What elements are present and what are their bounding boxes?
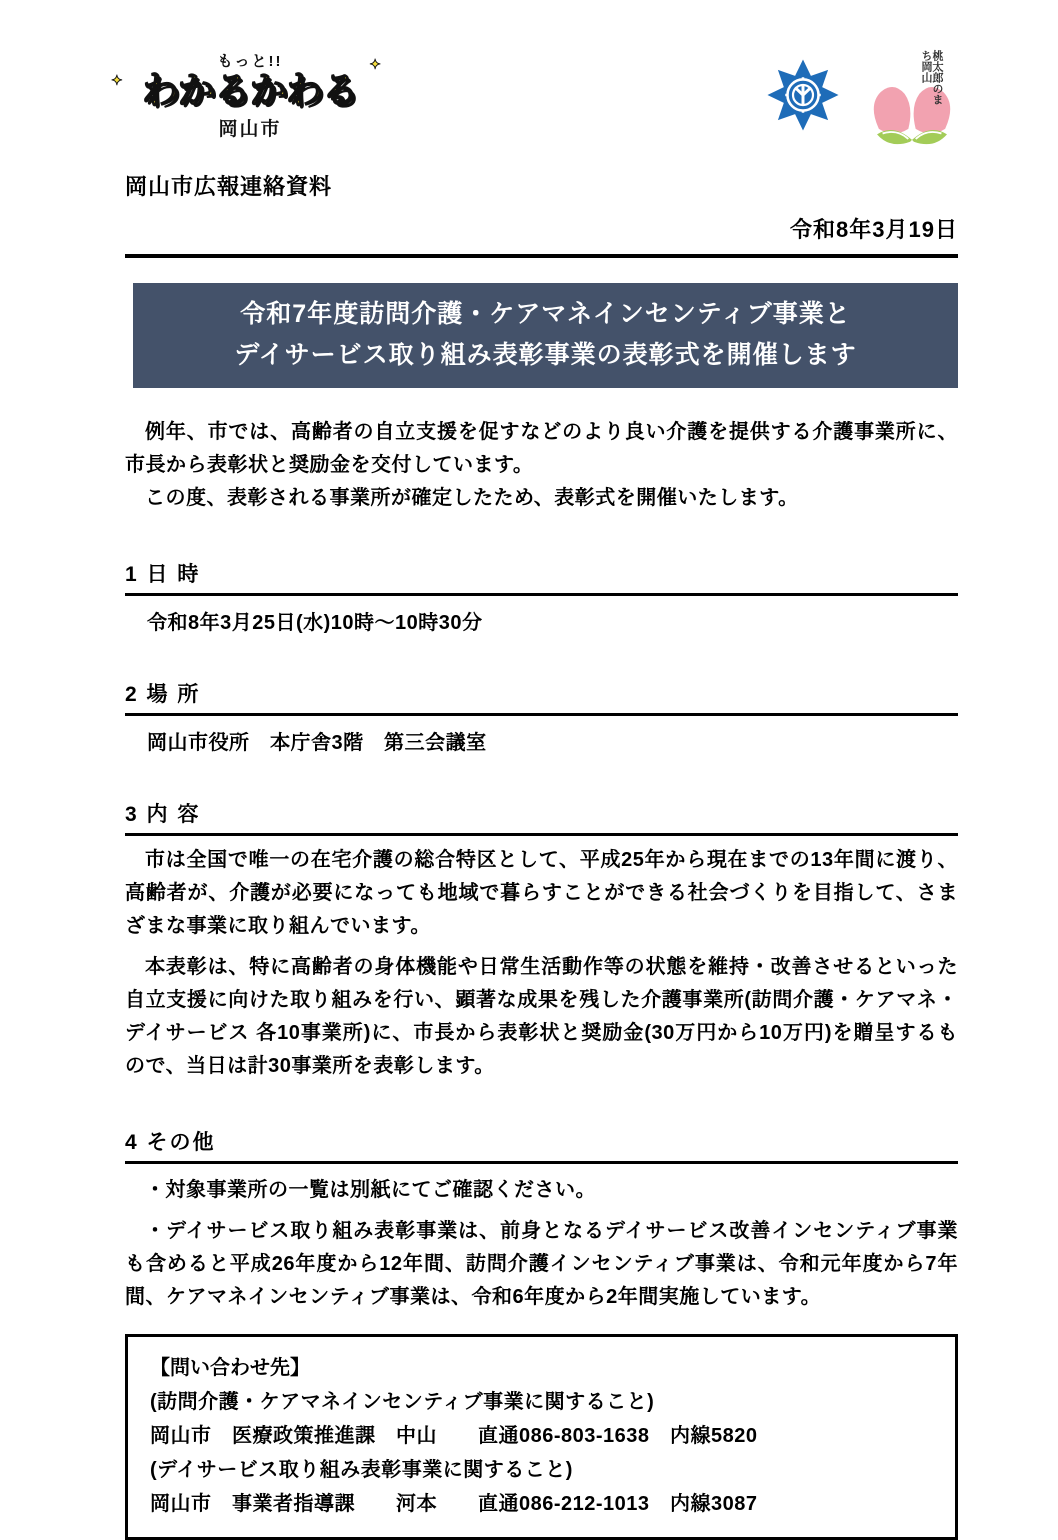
contact-line-2: 岡山市 医療政策推進課 中山 直通086-803-1638 内線5820 — [150, 1425, 758, 1447]
section-place-body: 岡山市役所 本庁舎3階 第三会議室 — [147, 732, 487, 754]
sparkle-icon: ✦ — [369, 56, 381, 72]
intro-paragraph-1: 例年、市では、高齢者の自立支援を促すなどのより良い介護を提供する介護事業所に、市長から表彰状と奨励金を交付しています。 — [125, 421, 958, 476]
wakaru-kawaru-logo — [111, 48, 381, 141]
section-other-heading: 4 その他 — [125, 1126, 958, 1164]
logo-main-text: わかるかわる — [142, 70, 358, 111]
contact-box-title: 【問い合わせ先】 — [150, 1357, 310, 1379]
section-content-paragraph-1: 市は全国で唯一の在宅介護の総合特区として、平成25年から現在までの13年間に渡り、高齢者が、介護が必要になっても地域で暮らすことができる社会づくりを目指して、さまざまな事業に取り組んでいます。 — [125, 849, 958, 937]
contact-line-4: 岡山市 事業者指導課 河本 直通086-212-1013 内線3087 — [150, 1493, 758, 1515]
intro-paragraph-2: この度、表彰される事業所が確定したため、表彰式を開催いたします。 — [145, 487, 799, 509]
header-rule — [125, 254, 958, 258]
section-place-heading: 2 場 所 — [125, 678, 958, 716]
section-content — [125, 798, 958, 1083]
doc-date: 令和8年3月19日 — [790, 217, 958, 242]
section-other — [125, 1126, 958, 1314]
okayama-city-emblem-icon — [766, 58, 840, 132]
page-header — [111, 48, 958, 156]
section-datetime — [125, 558, 958, 635]
peach-icon — [866, 52, 958, 156]
peach-logo-text: 桃太郎のまち岡山 — [920, 50, 943, 105]
contact-line-1: (訪問介護・ケアマネインセンティブ事業に関すること) — [150, 1391, 655, 1413]
logo-motto-text: もっと!! — [217, 53, 283, 70]
section-place — [125, 678, 958, 755]
section-content-heading: 3 内 容 — [125, 798, 958, 836]
logo-city-text: 岡山市 — [218, 118, 282, 140]
section-datetime-body: 令和8年3月25日(水)10時～10時30分 — [147, 612, 483, 634]
contact-line-3: (デイサービス取り組み表彰事業に関すること) — [150, 1459, 573, 1481]
title-line-2: デイサービス取り組み表彰事業の表彰式を開催します — [234, 341, 857, 369]
section-content-paragraph-2: 本表彰は、特に高齢者の身体機能や日常生活動作等の状態を維持・改善させるといった自立支援に向けた取り組みを行い、顕著な成果を残した介護事業所(訪問介護・ケアマネ・デイサービス 各10事業所)に、市長から表彰状と奨励金(30万円から10万円)を贈呈するもので、当日は計30事業所を表彰します。 — [125, 956, 958, 1077]
doc-label: 岡山市広報連絡資料 — [125, 174, 333, 199]
intro-block — [125, 416, 958, 515]
section-datetime-heading: 1 日 時 — [125, 558, 958, 596]
sparkle-icon: ✦ — [111, 72, 123, 88]
momotaro-peach-logo — [866, 52, 958, 156]
section-other-bullet-1: ・対象事業所の一覧は別紙にてご確認ください。 — [145, 1179, 596, 1201]
title-line-1: 令和7年度訪問介護・ケアマネインセンティブ事業と — [240, 300, 851, 328]
title-banner — [133, 283, 958, 388]
section-other-bullet-2: ・デイサービス取り組み表彰事業は、前身となるデイサービス改善インセンティブ事業も含めると平成26年度から12年間、訪問介護インセンティブ事業は、令和元年度から7年間、ケアマネインセンティブ事業は、令和6年度から2年間実施しています。 — [125, 1220, 958, 1308]
header-emblems — [766, 48, 958, 156]
contact-box — [125, 1334, 958, 1540]
